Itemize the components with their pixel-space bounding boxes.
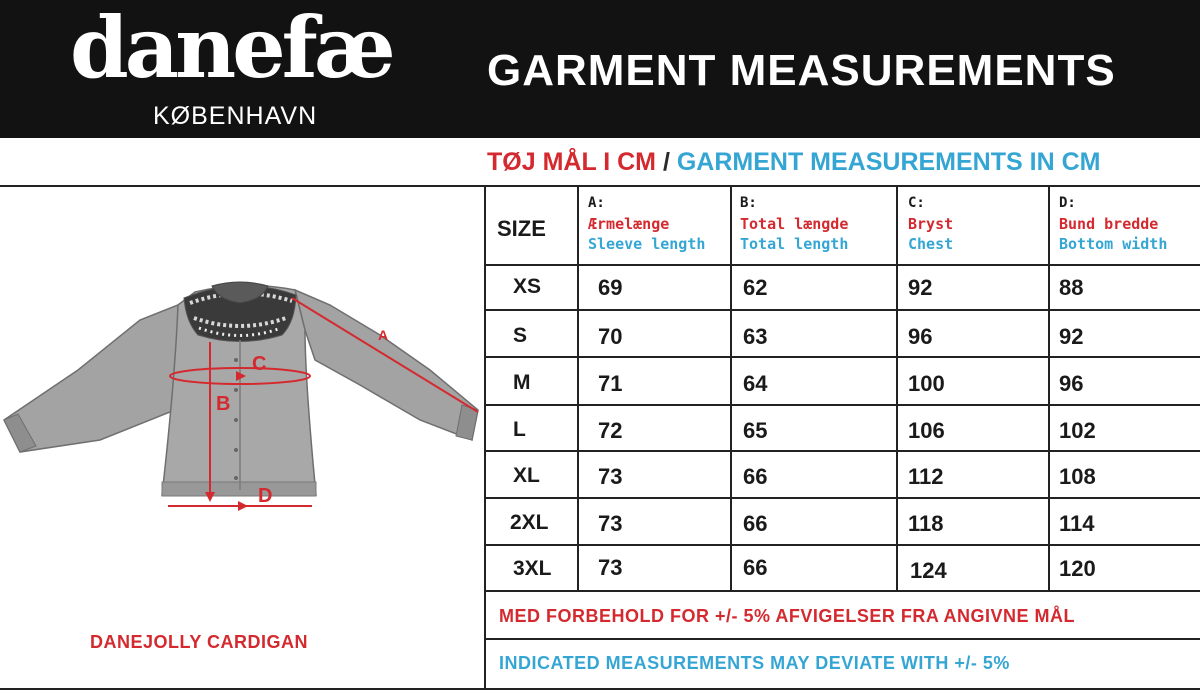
row-size: XS xyxy=(513,275,542,298)
chest-value: 106 xyxy=(908,418,945,443)
row-size: 3XL xyxy=(513,557,552,580)
sleeve-length-value: 73 xyxy=(598,511,623,536)
total-length-value: 66 xyxy=(743,464,768,489)
row-size: 2XL xyxy=(510,511,549,534)
label-c: C xyxy=(252,353,267,375)
subtitle xyxy=(487,148,1100,177)
chest-value: 118 xyxy=(908,511,944,536)
note-en: INDICATED MEASUREMENTS MAY DEVIATE WITH +/- 5% xyxy=(499,653,1010,673)
label-d: D xyxy=(258,485,273,507)
sleeve-length-value: 70 xyxy=(598,324,623,349)
note-dk: MED FORBEHOLD FOR +/- 5% AFVIGELSER FRA ANGIVNE MÅL xyxy=(499,606,1076,626)
subtitle-dk: TØJ MÅL I CM xyxy=(487,148,656,176)
page-title: GARMENT MEASUREMENTS xyxy=(487,46,1116,95)
brand-city: KØBENHAVN xyxy=(153,102,318,130)
row-size: M xyxy=(513,371,531,394)
subtitle-separator: / xyxy=(662,148,670,176)
row-size: L xyxy=(513,418,526,441)
sleeve-length-value: 72 xyxy=(598,418,623,443)
bottom-width-value: 88 xyxy=(1059,275,1084,300)
total-length-value: 62 xyxy=(743,275,768,300)
row-size: S xyxy=(513,324,528,347)
bottom-width-value: 108 xyxy=(1059,464,1096,489)
cardigan-illustration xyxy=(0,270,484,530)
bottom-width-value: 114 xyxy=(1059,511,1095,536)
chest-value: 124 xyxy=(910,558,947,583)
label-b: B xyxy=(216,393,231,415)
total-length-value: 63 xyxy=(743,324,768,349)
total-length-value: 66 xyxy=(743,511,768,536)
brand-logo: danefæ xyxy=(70,0,392,97)
label-a: A xyxy=(378,327,389,343)
sleeve-length-value: 69 xyxy=(598,275,623,300)
total-length-value: 65 xyxy=(743,418,768,443)
header-banner xyxy=(0,0,1200,138)
chest-value: 96 xyxy=(908,324,933,349)
total-length-value: 64 xyxy=(743,371,768,396)
bottom-width-value: 96 xyxy=(1059,371,1084,396)
size-header: SIZE xyxy=(497,216,546,241)
bottom-width-value: 92 xyxy=(1059,324,1084,349)
bottom-width-value: 102 xyxy=(1059,418,1096,443)
sleeve-length-value: 73 xyxy=(598,464,623,489)
chest-value: 100 xyxy=(908,371,945,396)
chest-value: 112 xyxy=(908,464,944,489)
bottom-width-value: 120 xyxy=(1059,556,1096,581)
subtitle-en: GARMENT MEASUREMENTS IN CM xyxy=(676,148,1101,176)
row-size: XL xyxy=(513,464,540,487)
sleeve-length-value: 73 xyxy=(598,555,623,580)
total-length-value: 66 xyxy=(743,555,768,580)
product-name: DANEJOLLY CARDIGAN xyxy=(90,632,309,652)
chest-value: 92 xyxy=(908,275,933,300)
sleeve-length-value: 71 xyxy=(598,371,623,396)
